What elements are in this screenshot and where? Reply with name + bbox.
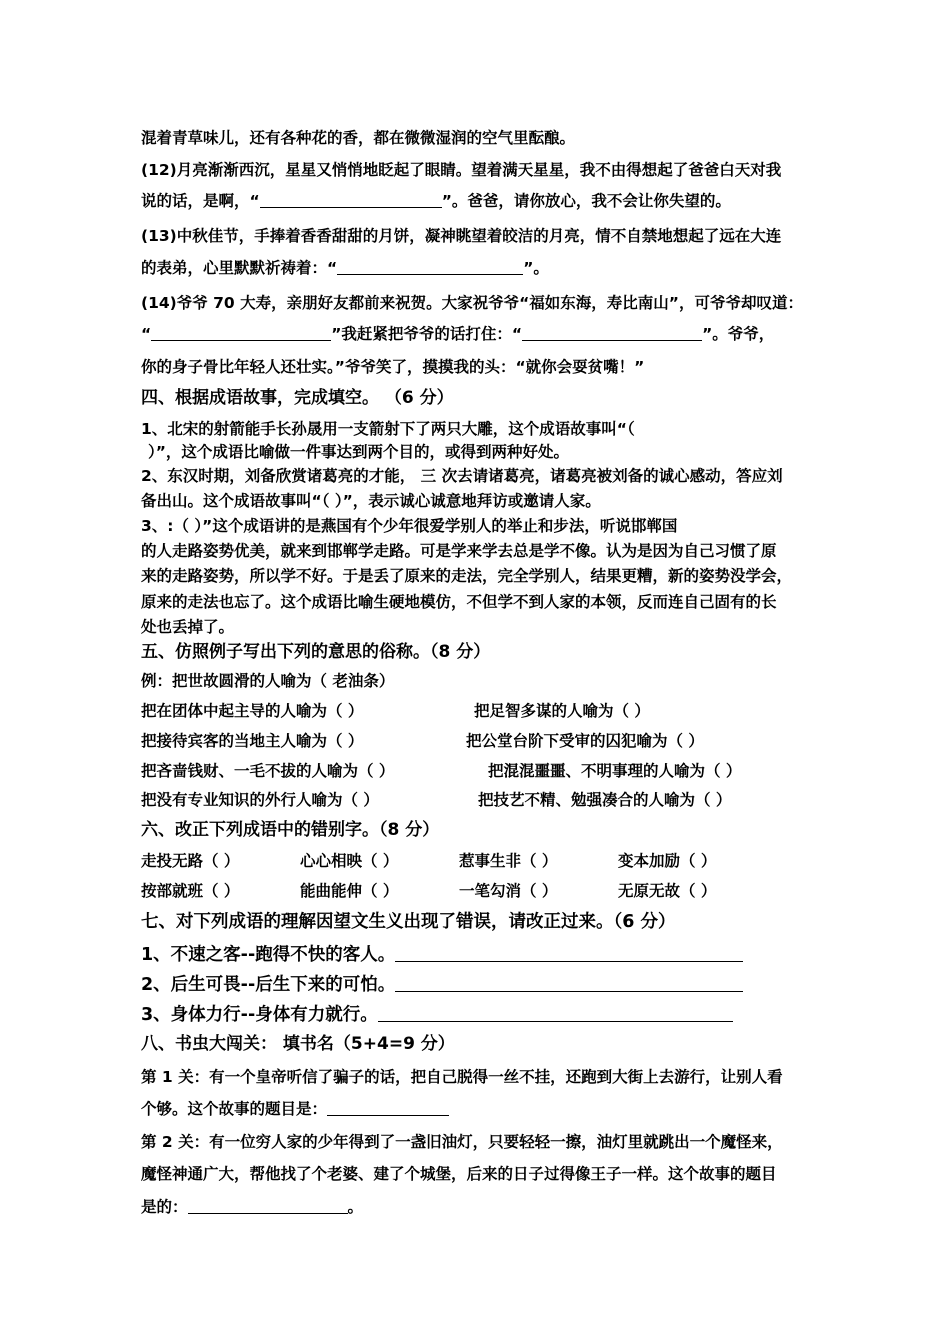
text-line: 混着青草味儿，还有各种花的香，都在微微湿润的空气里酝酿。 [141,129,576,147]
answer-blank[interactable] [260,191,442,208]
question-13-line-1: (13)中秋佳节，手捧着香香甜甜的月饼，凝神眺望着皎洁的月亮，情不自禁地想起了远在大连 [141,227,782,245]
section-4-p3-line-5: 处也丢掉了。 [141,618,235,636]
section-7-title: 七、对下列成语的理解因望文生义出现了错误，请改正过来。（6 分） [141,912,676,932]
section-7-item-3: 3、身体力行--身体有力就行。 [141,1003,733,1027]
section-8-q2-line-2: 魔怪神通广大，帮他找了个老婆、建了个城堡，后来的日子过得像王子一样。这个故事的题目 [141,1165,777,1183]
question-13-line-2: 的表弟，心里默默祈祷着：“ ”。 [141,259,549,277]
section-8-q2-line-3: 是的： 。 [141,1198,364,1216]
section-8-q1-line-2: 个够。这个故事的题目是： [141,1098,449,1120]
answer-blank[interactable] [395,945,743,962]
section-4-p3-line-4: 原来的走法也忘了。这个成语比喻生硬地模仿，不但学不到人家的本领，反而连自己固有的长 [141,593,777,611]
section-8-q2-line-1: 第 2 关：有一位穷人家的少年得到了一盏旧油灯，只要轻轻一擦，油灯里就跳出一个魔怪来， [141,1133,783,1151]
section-4-title: 四、根据成语故事，完成填空。 （6 分） [141,388,454,408]
answer-blank[interactable] [151,324,331,341]
section-5-example: 例：把世故圆滑的人喻为（ 老油条） [141,672,395,690]
section-8-title: 八、书虫大闯关： 填书名（5+4=9 分） [141,1034,455,1054]
answer-blank[interactable] [327,1099,449,1116]
section-5-title: 五、仿照例子写出下列的意思的俗称。（8 分） [141,642,491,662]
answer-blank[interactable] [522,324,702,341]
question-12-line-1: (12)月亮渐渐西沉，星星又悄悄地眨起了眼睛。望着满天星星，我不由得想起了爸爸白天对我 [141,161,782,179]
answer-blank[interactable] [395,975,743,992]
question-14-line-2: “ ”我赶紧把爷爷的话打住：“ ”。爷爷， [141,325,775,343]
section-4-p3-line-2: 的人走路姿势优美，就来到邯郸学走路。可是学来学去总是学不像。认为是因为自己习惯了原 [141,542,777,560]
document-page: 混着青草味儿，还有各种花的香，都在微微湿润的空气里酝酿。 (12)月亮渐渐西沉，星星又悄悄地眨起了眼睛。望着满天星星，我不由得想起了爸爸白天对我 说的话，是啊，“ ”。爸爸，请你放心，我不会让你失望的。 (13)中秋佳节，手捧着香香甜甜的月饼，凝神眺望着皎洁的月亮，情不自禁地想起了远在大连 的表弟，心里默默祈祷着：“ ”。 (14)爷爷 70 大寿，亲朋好友都前来祝贺。大家祝爷爷“福如东海，寿比南山”，可爷爷却叹道： “ ”我赶紧把爷爷的话打住：“ ”。爷爷， 你的身子骨比年轻人还壮实。”爷爷笑了，摸摸我的头：“就你会耍贫嘴！” 四、根据成语故事，完成填空。 （6 分） 1、北宋的射箭能手长孙晟用一支箭射下了两只大雕，这个成语故事叫“（ ）”，这个成语比喻做一件事达到两个目的，或得到两种好处。 2、东汉时期，刘备欣赏诸葛亮的才能， 三 次去请诸葛亮，诸葛亮被刘备的诚心感动，答应刘 备出山。这个成语故事叫“（ ）”，表示诚心诚意地拜访或邀请人家。 3、:（ ）”这个成语讲的是燕国有个少年很爱学别人的举止和步法，听说邯郸国 的人走路姿势优美，就来到邯郸学走路。可是学来学去总是学不像。认为是因为自己习惯了原 来的走路姿势，所以学不好。于是丢了原来的走法，完全学别人，结果更糟，新的姿势没学会， 原来的走法也忘了。这个成语比喻生硬地模仿，不但学不到人家的本领，反而连自己固有的长 处也丢掉了。 五、仿照例子写出下列的意思的俗称。（8 分） 例：把世故圆滑的人喻为（ 老油条） 把在团体中起主导的人喻为（ ） 把足智多谋的人喻为（ ） 把接待宾客的当地主人喻为（ ） 把公堂台阶下受审的囚犯喻为（ ） 把吝啬钱财、一毛不拔的人喻为（ ） 把混混噩噩、不明事理的人喻为（ ） 把没有专业知识的外行人喻为（ ） 把技艺不精、勉强凑合的人喻为（ ） 六、改正下列成语中的错别字。（8 分） 走投无路（ ） 心心相映（ ） 惹事生非（ ） 变本加励（ ） 按部就班（ ） 能曲能伸（ ） 一笔勾消（ ） 无原无故（ ） 七、对下列成语的理解因望文生义出现了错误，请改正过来。（6 分） 1、不速之客--跑得不快的客人。 2、后生可畏--后生下来的可怕。 3、身体力行--身体有力就行。 八、书虫大闯关： 填书名（5+4=9 分） 第 1 关：有一个皇帝听信了骗子的话，把自己脱得一丝不挂，还跑到大街上去游行，让别人看 个够。这个故事的题目是： 第 2 关：有一位穷人家的少年得到了一盏旧油灯，只要轻轻一擦，油灯里就跳出一个魔怪来， 魔怪神通广大，帮他找了个老婆、建了个城堡，后来的日子过得像王子一样。这个故事的题目 是的： 。 [0,0,950,1344]
answer-blank[interactable] [378,1005,733,1022]
answer-blank[interactable] [337,258,523,275]
section-4-p3-line-1: 3、:（ ）”这个成语讲的是燕国有个少年很爱学别人的举止和步法，听说邯郸国 [141,517,678,535]
section-8-q1-line-1: 第 1 关：有一个皇帝听信了骗子的话，把自己脱得一丝不挂，还跑到大街上去游行，让别人看 [141,1068,783,1086]
section-6-title: 六、改正下列成语中的错别字。（8 分） [141,820,440,840]
section-4-p1-line-2: ）”，这个成语比喻做一件事达到两个目的，或得到两种好处。 [148,443,569,461]
section-4-p3-line-3: 来的走路姿势，所以学不好。于是丢了原来的走法，完全学别人，结果更糟，新的姿势没学会， [141,567,793,585]
section-7-item-1: 1、不速之客--跑得不快的客人。 [141,943,743,967]
question-12-line-2: 说的话，是啊，“ ”。爸爸，请你放心，我不会让你失望的。 [141,192,731,210]
question-14-line-1: (14)爷爷 70 大寿，亲朋好友都前来祝贺。大家祝爷爷“福如东海，寿比南山”，可爷爷却叹道： [141,294,803,312]
section-7-item-2: 2、后生可畏--后生下来的可怕。 [141,973,743,997]
question-14-line-3: 你的身子骨比年轻人还壮实。”爷爷笑了，摸摸我的头：“就你会耍贫嘴！” [141,358,645,376]
section-4-p2-line-2: 备出山。这个成语故事叫“（ ）”，表示诚心诚意地拜访或邀请人家。 [141,492,601,510]
answer-blank[interactable] [188,1197,348,1214]
section-4-p1-line-1: 1、北宋的射箭能手长孙晟用一支箭射下了两只大雕，这个成语故事叫“（ [141,420,635,438]
section-4-p2-line-1: 2、东汉时期，刘备欣赏诸葛亮的才能， 三 次去请诸葛亮，诸葛亮被刘备的诚心感动，答应刘 [141,467,783,485]
